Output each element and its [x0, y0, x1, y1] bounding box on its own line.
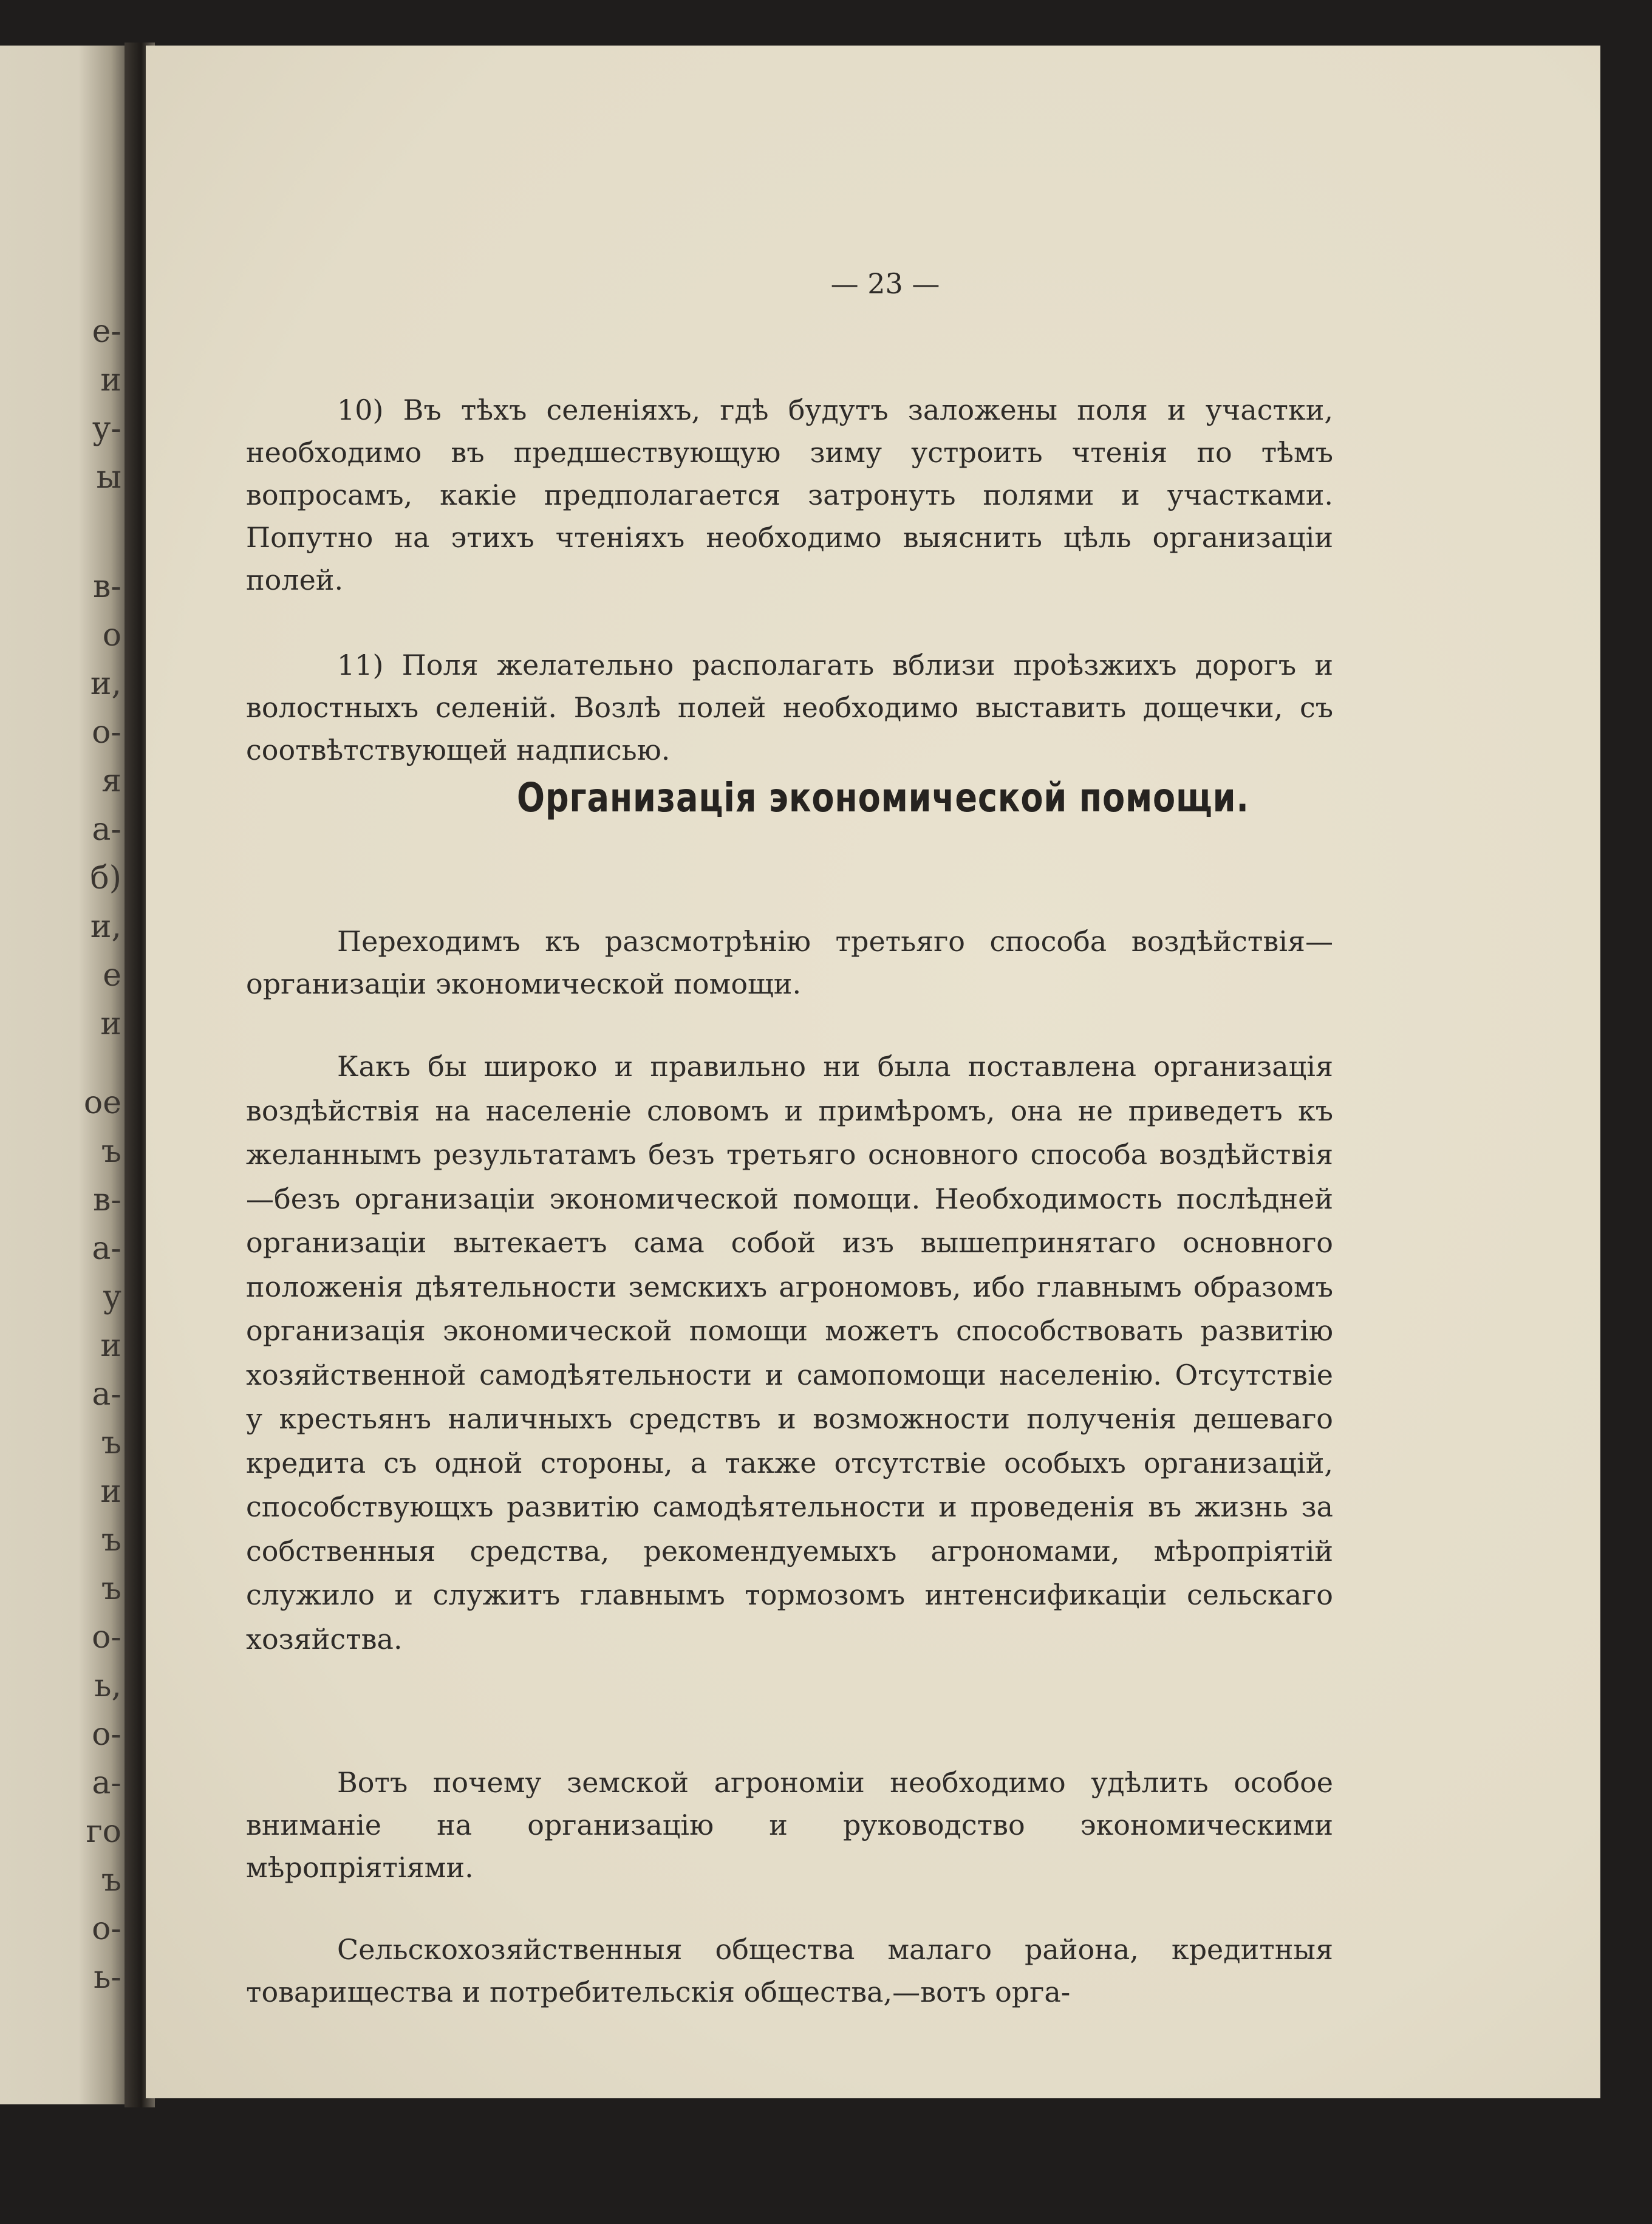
paragraph-intro: Переходимъ къ разсмотрѣнію третьяго способа воздѣйствія—организаціи экономической помощи.: [246, 925, 1333, 1000]
previous-page-text-fragment: а-: [92, 1230, 121, 1267]
previous-page-text-fragment: ъ: [101, 1133, 121, 1170]
previous-page-text-fragment: о-: [92, 1619, 121, 1656]
previous-page-text-fragment: е: [103, 957, 121, 994]
previous-page-text-fragment: ъ: [101, 1862, 121, 1898]
previous-page-text-fragment: ъ: [101, 1522, 121, 1558]
section-heading: Организація экономической помощи.: [517, 774, 1249, 821]
previous-page-text-fragment: я: [101, 763, 121, 799]
previous-page-text-fragment: в-: [93, 568, 121, 605]
previous-page-text-fragment: ь-: [94, 1959, 121, 1996]
previous-page-text-fragment: в-: [93, 1182, 121, 1218]
previous-page-text-fragment: ое: [83, 1085, 121, 1121]
previous-page-text-fragment: о-: [92, 1911, 121, 1947]
previous-page-text-fragment: ъ: [101, 1571, 121, 1607]
previous-page-text-fragment: о: [102, 617, 121, 653]
previous-page-text-fragment: и: [100, 1473, 121, 1510]
previous-page-edge: [0, 46, 131, 2104]
previous-page-text-fragment: и: [100, 1328, 121, 1364]
previous-page-text-fragment: а-: [92, 1765, 121, 1801]
book-page: [146, 46, 1600, 2098]
previous-page-text-fragment: и,: [90, 909, 121, 945]
previous-page-text-fragment: ъ: [101, 1425, 121, 1461]
list-item-10: 10) Въ тѣхъ селеніяхъ, гдѣ будутъ заложены поля и участки, необходимо въ предшествующую зиму устроить чтенія по тѣмъ вопросамъ, какіе предполагается затронуть полями и участками. Попутно на этихъ чтеніяхъ необходимо выяснить цѣль организаціи полей.: [246, 394, 1333, 596]
previous-page-text-fragment: у: [103, 1279, 121, 1315]
previous-page-text-fragment: а-: [92, 811, 121, 848]
paragraph-main: Какъ бы широко и правильно ни была поставлена организація воздѣйствія на населеніе словомъ и примѣромъ, она не приведетъ къ желаннымъ результатамъ безъ третьяго основного способа воздѣйствія—безъ организаціи экономической помощи. Необходимость послѣдней организаціи вытекаетъ сама собой изъ вышепринятаго основного положенія дѣятельности земскихъ агрономовъ, ибо главнымъ образомъ организація экономической помощи можетъ способствовать развитію хозяйственной самодѣятельности и самопомощи населенію. Отсутствіе у крестьянъ наличныхъ средствъ и возможности полученія дешеваго кредита съ одной стороны, а также отсутствіе особыхъ организацій, способствующхъ развитію самодѣятельности и проведенія въ жизнь за собственныя средства, рекомендуемыхъ агрономами, мѣропріятій служило и служитъ главнымъ тормозомъ интенсификаціи сельскаго хозяйства.: [246, 1050, 1333, 1656]
previous-page-text-fragment: и,: [90, 666, 121, 702]
paragraph-agronomy: Вотъ почему земской агрономіи необходимо удѣлить особое вниманіе на организацію и руководство экономическими мѣропріятіями.: [246, 1766, 1333, 1884]
previous-page-text-fragment: е-: [92, 313, 121, 350]
previous-page-text-fragment: ь,: [94, 1668, 121, 1704]
paragraph-societies: Сельскохозяйственныя общества малаго района, кредитныя товарищества и потребительскія общества,—вотъ орга-: [246, 1933, 1333, 2008]
background-edge: [1600, 36, 1652, 2113]
previous-page-text-fragment: ы: [96, 459, 121, 496]
list-item-11: 11) Поля желательно располагать вблизи проѣзжихъ дорогъ и волостныхъ селеній. Возлѣ полей необходимо выставить дощечки, съ соотвѣтствующей надписью.: [246, 649, 1333, 766]
previous-page-text-fragment: а-: [92, 1376, 121, 1413]
previous-page-text-fragment: и: [100, 1006, 121, 1042]
previous-page-text-fragment: о-: [92, 714, 121, 751]
previous-page-text-fragment: и: [100, 362, 121, 398]
page-number: — 23 —: [830, 267, 940, 300]
previous-page-text-fragment: б): [90, 860, 121, 896]
previous-page-text-fragment: о-: [92, 1716, 121, 1753]
previous-page-text-fragment: у-: [92, 411, 121, 447]
previous-page-text-fragment: го: [86, 1813, 121, 1850]
